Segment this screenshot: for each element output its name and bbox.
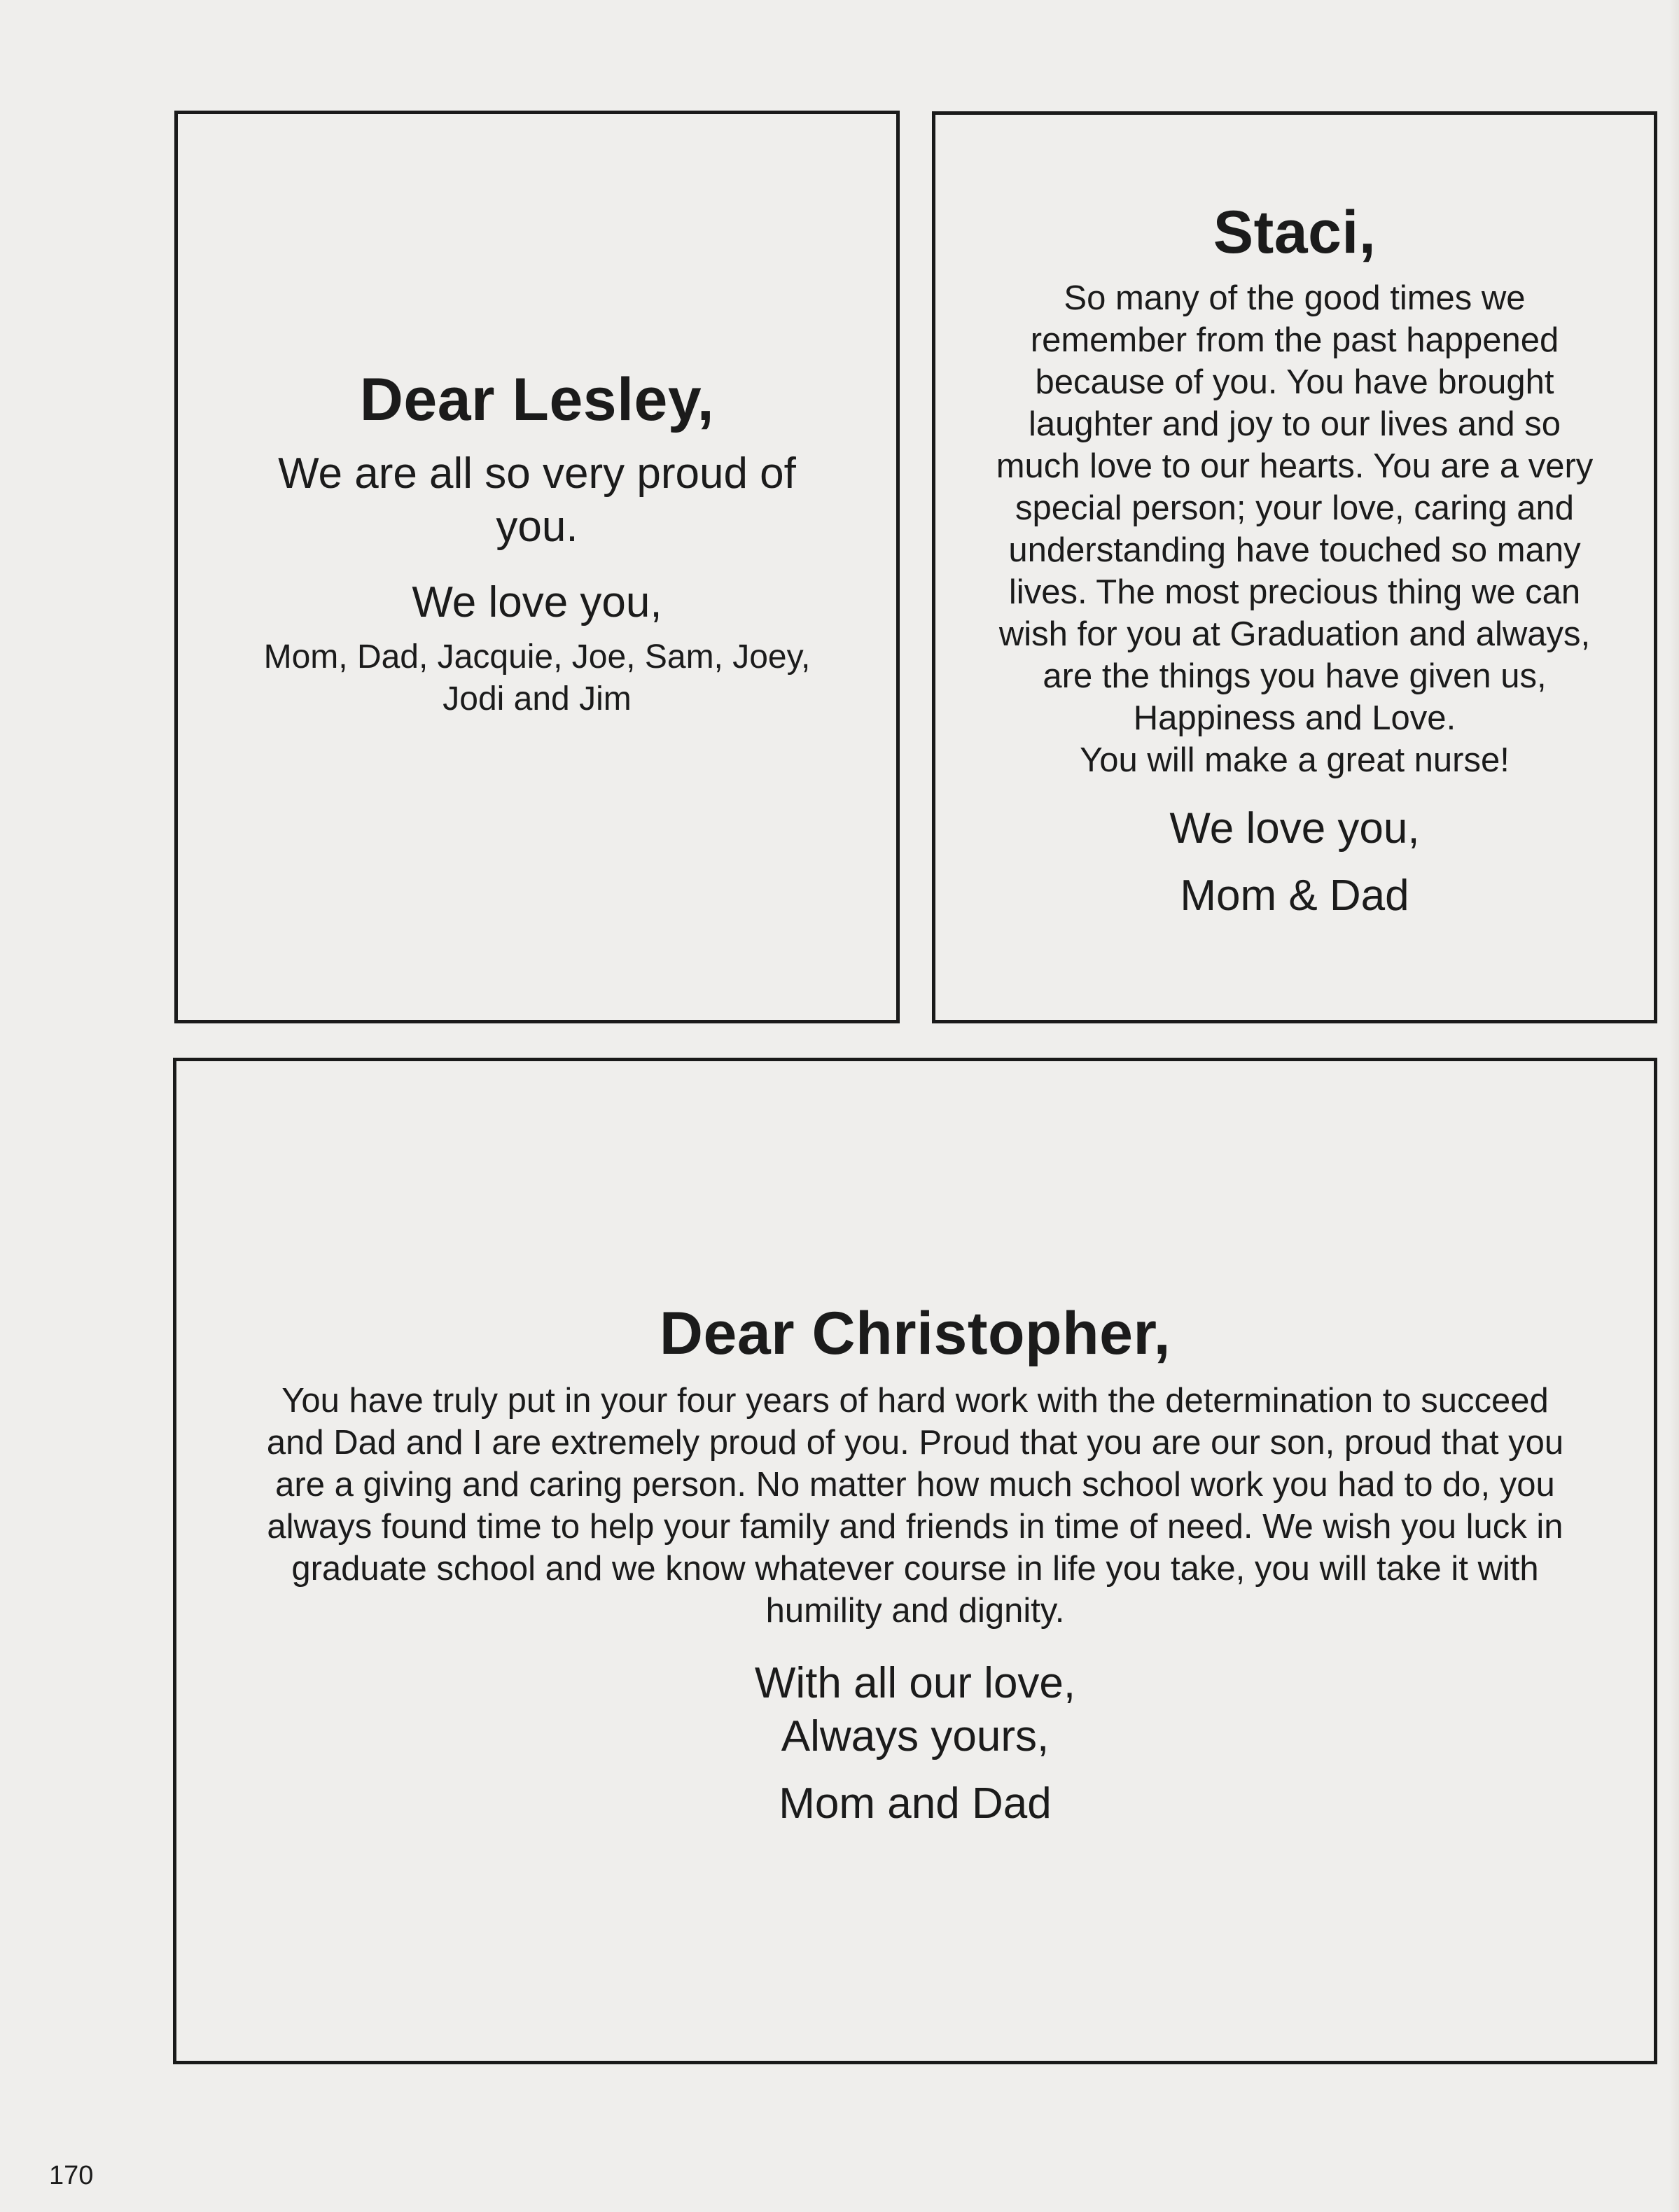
message-heading: Staci, xyxy=(1213,199,1377,266)
message-signers: Mom & Dad xyxy=(1180,872,1409,920)
message-closing: We love you, xyxy=(412,578,662,626)
message-heading: Dear Lesley, xyxy=(359,366,715,433)
message-heading: Dear Christopher, xyxy=(659,1300,1171,1367)
message-closing: With all our love, Always yours, xyxy=(754,1659,1076,1760)
message-box-lesley xyxy=(174,111,900,1023)
page-number: 170 xyxy=(49,2161,94,2190)
message-body: So many of the good times we remember from the past happened because of you. You have brought laughter and joy to our lives and so much love to our hearts. You are a very special person; your love, caring and understanding have touched so many lives. The most precious thing we can wish for you at Graduation and always, are the things you have given us, Happiness and Love. You will make a great nurse! xyxy=(996,279,1594,779)
message-signers: Mom, Dad, Jacquie, Joe, Sam, Joey, Jodi and Jim xyxy=(263,638,811,718)
message-box-christopher xyxy=(173,1058,1657,2064)
page-edge-shadow xyxy=(1669,0,1679,2212)
message-box-staci xyxy=(932,111,1657,1023)
message-signers: Mom and Dad xyxy=(779,1779,1052,1828)
message-closing: We love you, xyxy=(1169,804,1420,853)
message-body: We are all so very proud of you. xyxy=(278,449,796,551)
message-body: You have truly put in your four years of hard work with the determination to succeed and Dad and I are extremely proud of you. Proud that you are our son, proud that you are a giving and caring person. No matter how much school work you had to do, you always found time to help your family and friends in time of need. We wish you luck in graduate school and we know whatever course in life you take, you will take it with humility and dignity. xyxy=(266,1382,1564,1630)
